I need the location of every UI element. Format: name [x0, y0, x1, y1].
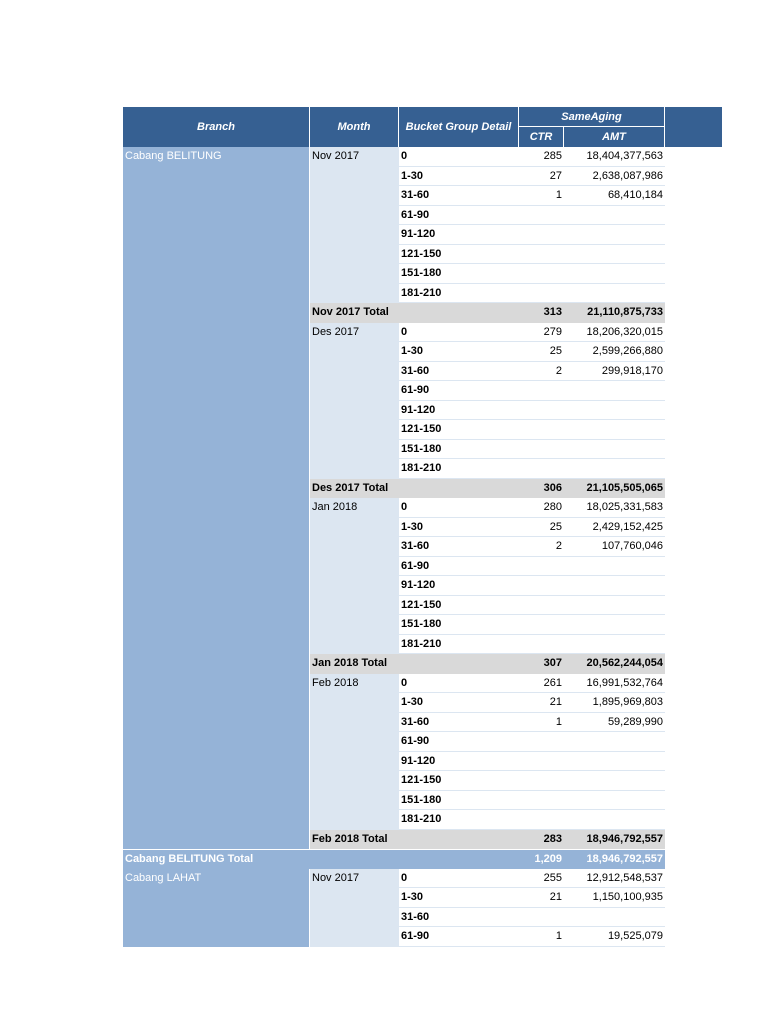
ctr-cell [519, 791, 564, 811]
header-month[interactable]: Month [310, 107, 399, 147]
amt-cell: 18,025,331,583 [586, 501, 663, 513]
bucket-cell: 1-30 [401, 345, 424, 357]
bucket-cell: 61-90 [401, 208, 430, 221]
ctr-cell [519, 810, 564, 830]
table-row[interactable] [123, 752, 665, 772]
ctr-cell: 280 [543, 501, 562, 513]
header-extension [665, 107, 722, 147]
amt-cell: 59,289,990 [607, 715, 663, 728]
header-branch[interactable]: Branch [123, 107, 310, 147]
subtotal-row[interactable] [123, 479, 665, 499]
table-row[interactable] [123, 323, 665, 343]
subtotal-ctr: 283 [543, 832, 562, 845]
amt-cell [564, 420, 665, 440]
bucket-cell: 121-150 [401, 247, 442, 260]
table-row[interactable] [123, 713, 665, 733]
month-label[interactable]: Jan 2018 [312, 501, 358, 513]
ctr-cell: 255 [543, 871, 562, 884]
table-row[interactable] [123, 167, 665, 187]
subtotal-ctr: 306 [543, 481, 562, 494]
amt-cell: 1,150,100,935 [592, 891, 663, 903]
bucket-cell: 1-30 [401, 891, 424, 903]
header-sameaging[interactable]: SameAging [519, 107, 665, 127]
table-row[interactable] [123, 791, 665, 811]
subtotal-amt: 21,105,505,065 [586, 481, 663, 494]
bucket-cell: 31-60 [401, 910, 430, 923]
table-row[interactable] [123, 732, 665, 752]
table-row[interactable] [123, 498, 665, 518]
subtotal-label: Jan 2018 Total [312, 657, 387, 669]
branch-total-ctr: 1,209 [534, 853, 562, 865]
header-bucket-group-detail[interactable]: Bucket Group Detail [399, 107, 519, 147]
branch-total-row[interactable] [123, 849, 665, 869]
bucket-cell: 181-210 [401, 637, 442, 650]
ctr-cell [519, 245, 564, 265]
table-row[interactable] [123, 615, 665, 635]
branch-total-amt: 18,946,792,557 [586, 853, 663, 865]
table-row[interactable] [123, 518, 665, 538]
bucket-cell: 181-210 [401, 286, 442, 299]
ctr-cell [519, 635, 564, 655]
ctr-cell: 1 [555, 930, 562, 942]
table-row[interactable] [123, 225, 665, 245]
table-row[interactable] [123, 635, 665, 655]
table-row[interactable] [123, 557, 665, 577]
amt-cell: 107,760,046 [601, 540, 663, 552]
ctr-cell [519, 615, 564, 635]
ctr-cell [519, 596, 564, 616]
bucket-cell: 0 [401, 150, 408, 162]
amt-cell [564, 576, 665, 596]
amt-cell [564, 615, 665, 635]
ctr-cell: 21 [549, 696, 562, 708]
table-row[interactable] [123, 264, 665, 284]
amt-cell [564, 381, 665, 401]
branch-total-label: Cabang BELITUNG Total [125, 853, 254, 865]
ctr-cell [519, 284, 564, 304]
table-row[interactable] [123, 537, 665, 557]
ctr-cell: 1 [555, 715, 562, 728]
ctr-cell [519, 557, 564, 577]
ctr-cell: 2 [555, 364, 562, 377]
ctr-cell [519, 459, 564, 479]
table-row[interactable] [123, 381, 665, 401]
amt-cell: 299,918,170 [601, 364, 663, 377]
amt-cell: 2,429,152,425 [592, 520, 663, 533]
table-row[interactable] [123, 908, 665, 928]
table-row[interactable] [123, 186, 665, 206]
bucket-cell: 121-150 [401, 423, 442, 435]
ctr-cell [519, 771, 564, 791]
table-row[interactable] [123, 440, 665, 460]
bucket-cell: 0 [401, 501, 408, 513]
ctr-cell [519, 440, 564, 460]
ctr-cell: 27 [549, 169, 562, 182]
bucket-cell: 1-30 [401, 169, 424, 182]
amt-cell: 2,599,266,880 [592, 345, 663, 357]
table-row[interactable] [123, 927, 665, 947]
bucket-cell: 91-120 [401, 228, 436, 240]
subtotal-amt: 21,110,875,733 [587, 306, 663, 318]
table-row[interactable] [123, 284, 665, 304]
bucket-cell: 31-60 [401, 540, 430, 552]
table-row[interactable] [123, 869, 665, 889]
subtotal-label: Feb 2018 Total [312, 832, 388, 845]
table-row[interactable] [123, 342, 665, 362]
bucket-cell: 31-60 [401, 189, 430, 201]
amt-cell [564, 225, 665, 245]
subtotal-row[interactable] [123, 830, 665, 850]
amt-cell [564, 752, 665, 772]
ctr-cell [519, 401, 564, 421]
ctr-cell [519, 732, 564, 752]
ctr-cell: 261 [543, 676, 562, 689]
bucket-cell: 0 [401, 871, 408, 884]
bucket-cell: 91-120 [401, 754, 436, 767]
bucket-cell: 0 [401, 325, 408, 338]
bucket-cell: 61-90 [401, 559, 430, 572]
table-row[interactable] [123, 810, 665, 830]
ctr-cell: 25 [549, 345, 562, 357]
ctr-cell [519, 908, 564, 928]
branch-name[interactable]: Cabang BELITUNG [125, 150, 222, 162]
table-row[interactable] [123, 245, 665, 265]
bucket-cell: 151-180 [401, 267, 442, 279]
amt-cell: 19,525,079 [607, 930, 663, 942]
table-row[interactable] [123, 771, 665, 791]
amt-cell: 2,638,087,986 [592, 169, 663, 182]
ctr-cell: 1 [555, 189, 562, 201]
ctr-cell: 25 [549, 520, 562, 533]
subtotal-label: Des 2017 Total [312, 481, 389, 494]
amt-cell [564, 810, 665, 830]
bucket-cell: 1-30 [401, 520, 424, 533]
bucket-cell: 121-150 [401, 774, 442, 786]
table-row[interactable] [123, 401, 665, 421]
amt-cell [564, 908, 665, 928]
month-label[interactable]: Feb 2018 [312, 676, 359, 689]
amt-cell [564, 771, 665, 791]
bucket-cell: 0 [401, 676, 408, 689]
amt-cell [564, 401, 665, 421]
bucket-cell: 61-90 [401, 735, 430, 747]
amt-cell [564, 635, 665, 655]
ctr-cell: 285 [543, 150, 562, 162]
bucket-cell: 91-120 [401, 403, 436, 416]
subtotal-ctr: 307 [543, 657, 562, 669]
bucket-cell: 181-210 [401, 813, 442, 825]
bucket-cell: 181-210 [401, 462, 442, 474]
month-label[interactable]: Nov 2017 [312, 871, 360, 884]
amt-cell [564, 245, 665, 265]
amt-cell: 1,895,969,803 [592, 696, 663, 708]
row-divider [399, 946, 665, 947]
ctr-cell [519, 264, 564, 284]
table-row[interactable] [123, 693, 665, 713]
amt-cell [564, 459, 665, 479]
amt-cell: 12,912,548,537 [586, 871, 663, 884]
bucket-cell: 31-60 [401, 715, 430, 728]
subtotal-label: Nov 2017 Total [312, 306, 389, 318]
amt-cell: 18,206,320,015 [586, 325, 663, 338]
subtotal-ctr: 313 [543, 306, 562, 318]
amt-cell [564, 596, 665, 616]
subtotal-amt: 20,562,244,054 [586, 657, 663, 669]
header-amt[interactable]: AMT [564, 127, 665, 147]
ctr-cell [519, 381, 564, 401]
branch-name[interactable]: Cabang LAHAT [125, 871, 202, 884]
bucket-cell: 91-120 [401, 579, 436, 591]
subtotal-row[interactable] [123, 654, 665, 674]
ctr-cell [519, 225, 564, 245]
month-label[interactable]: Des 2017 [312, 325, 360, 338]
amt-cell [564, 732, 665, 752]
table-row[interactable] [123, 888, 665, 908]
table-row[interactable] [123, 596, 665, 616]
subtotal-amt: 18,946,792,557 [586, 832, 663, 845]
bucket-cell: 121-150 [401, 598, 442, 611]
table-row[interactable] [123, 206, 665, 226]
header-ctr[interactable]: CTR [519, 127, 564, 147]
table-row[interactable] [123, 362, 665, 382]
amt-cell [564, 264, 665, 284]
amt-cell [564, 557, 665, 577]
ctr-cell: 279 [543, 325, 562, 338]
subtotal-row[interactable] [123, 303, 665, 323]
table-row[interactable] [123, 459, 665, 479]
bucket-cell: 61-90 [401, 384, 430, 396]
bucket-cell: 151-180 [401, 618, 442, 630]
bucket-cell: 151-180 [401, 793, 442, 806]
amt-cell [564, 206, 665, 226]
ctr-cell [519, 576, 564, 596]
amt-cell [564, 284, 665, 304]
ctr-cell: 21 [549, 891, 562, 903]
ctr-cell [519, 420, 564, 440]
table-row[interactable] [123, 147, 665, 167]
ctr-cell: 2 [555, 540, 562, 552]
amt-cell: 18,404,377,563 [586, 150, 663, 162]
amt-cell [564, 440, 665, 460]
month-label[interactable]: Nov 2017 [312, 150, 360, 162]
table-row[interactable] [123, 674, 665, 694]
amt-cell: 16,991,532,764 [586, 676, 663, 689]
amt-cell: 68,410,184 [607, 189, 663, 201]
table-row[interactable] [123, 420, 665, 440]
ctr-cell [519, 206, 564, 226]
table-row[interactable] [123, 576, 665, 596]
bucket-cell: 151-180 [401, 442, 442, 455]
amt-cell [564, 791, 665, 811]
ctr-cell [519, 752, 564, 772]
bucket-cell: 61-90 [401, 930, 430, 942]
bucket-cell: 1-30 [401, 696, 424, 708]
bucket-cell: 31-60 [401, 364, 430, 377]
